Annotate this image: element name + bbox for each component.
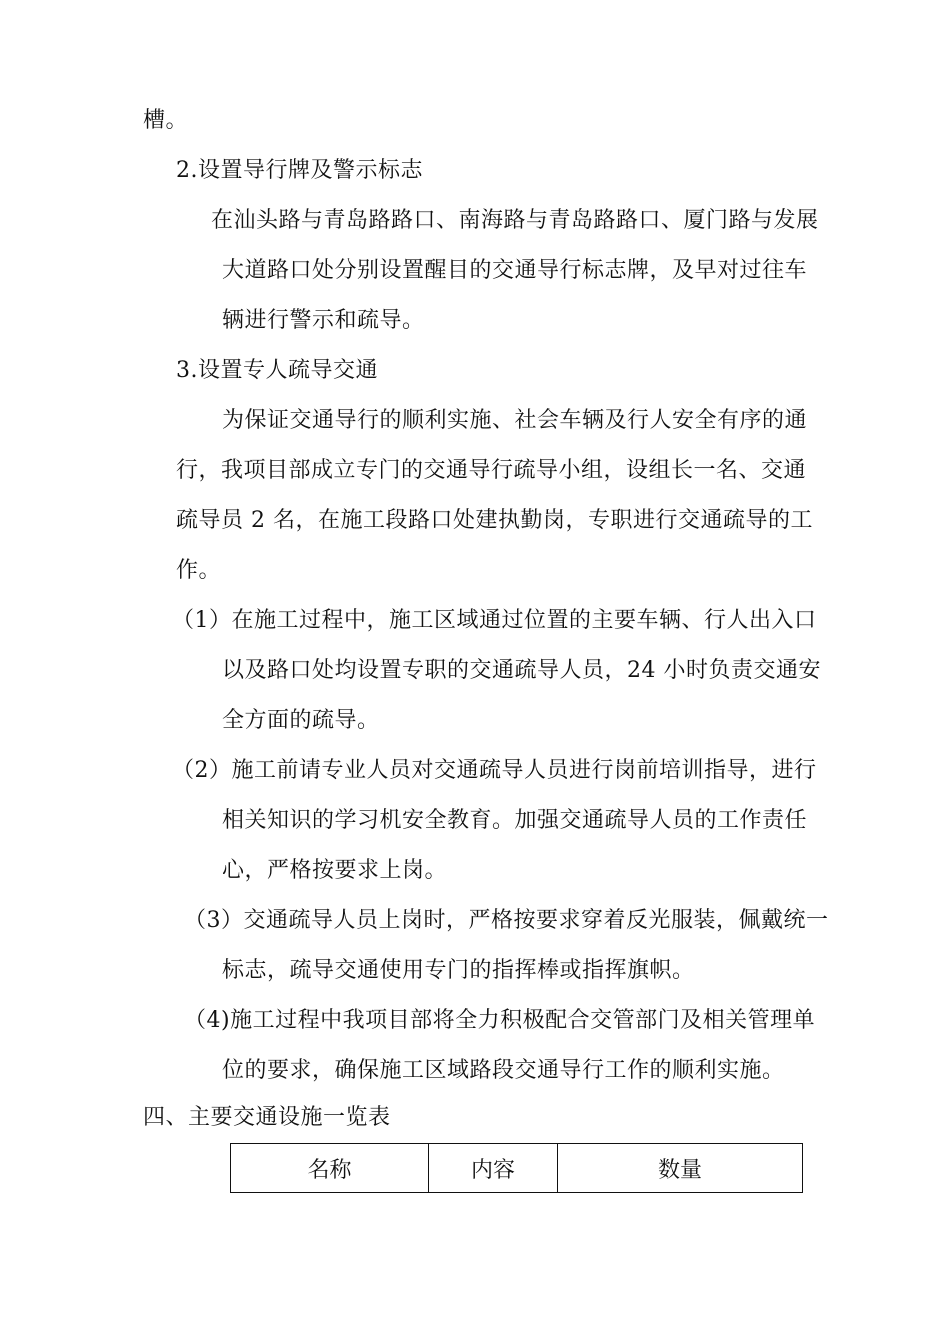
text-line: 辆进行警示和疏导。 [222,308,425,333]
table-header-row [231,1144,803,1193]
text-line: 全方面的疏导。 [222,708,380,733]
text-line: 相关知识的学习机安全教育。加强交通疏导人员的工作责任 [222,808,808,833]
list-item-1: （1）在施工过程中，施工区域通过位置的主要车辆、行人出入口 [172,608,817,633]
text-line: 行，我项目部成立专门的交通导行疏导小组，设组长一名、交通 [176,458,807,483]
text-line: 在汕头路与青岛路路口、南海路与青岛路路口、厦门路与发展 [211,208,819,233]
section-heading: 2.设置导行牌及警示标志 [176,158,423,183]
table-header-name: 名称 [231,1144,429,1193]
text-line: 疏导员 2 名，在施工段路口处建执勤岗，专职进行交通疏导的工 [176,508,813,533]
chapter-heading: 四、主要交通设施一览表 [143,1105,391,1130]
list-item-3: （3）交通疏导人员上岗时，严格按要求穿着反光服装，佩戴统一 [184,908,829,933]
text-line: 大道路口处分别设置醒目的交通导行标志牌，及早对过往车 [222,258,808,283]
list-item-2: （2）施工前请专业人员对交通疏导人员进行岗前培训指导，进行 [172,758,817,783]
list-item-4: （4)施工过程中我项目部将全力积极配合交管部门及相关管理单 [184,1008,816,1033]
table-header-quantity: 数量 [558,1144,803,1193]
text-line: 作。 [176,558,222,583]
text-line: 以及路口处均设置专职的交通疏导人员，24 小时负责交通安 [222,658,821,683]
text-line: 为保证交通导行的顺利实施、社会车辆及行人安全有序的通 [222,408,808,433]
section-heading: 3.设置专人疏导交通 [176,358,378,383]
text-line: 位的要求，确保施工区域路段交通导行工作的顺利实施。 [222,1058,785,1083]
text-line: 槽。 [143,108,189,133]
table-header-content: 内容 [429,1144,558,1193]
text-line: 心，严格按要求上岗。 [222,858,448,883]
facilities-table [230,1143,803,1193]
text-line: 标志，疏导交通使用专门的指挥棒或指挥旗帜。 [222,958,695,983]
